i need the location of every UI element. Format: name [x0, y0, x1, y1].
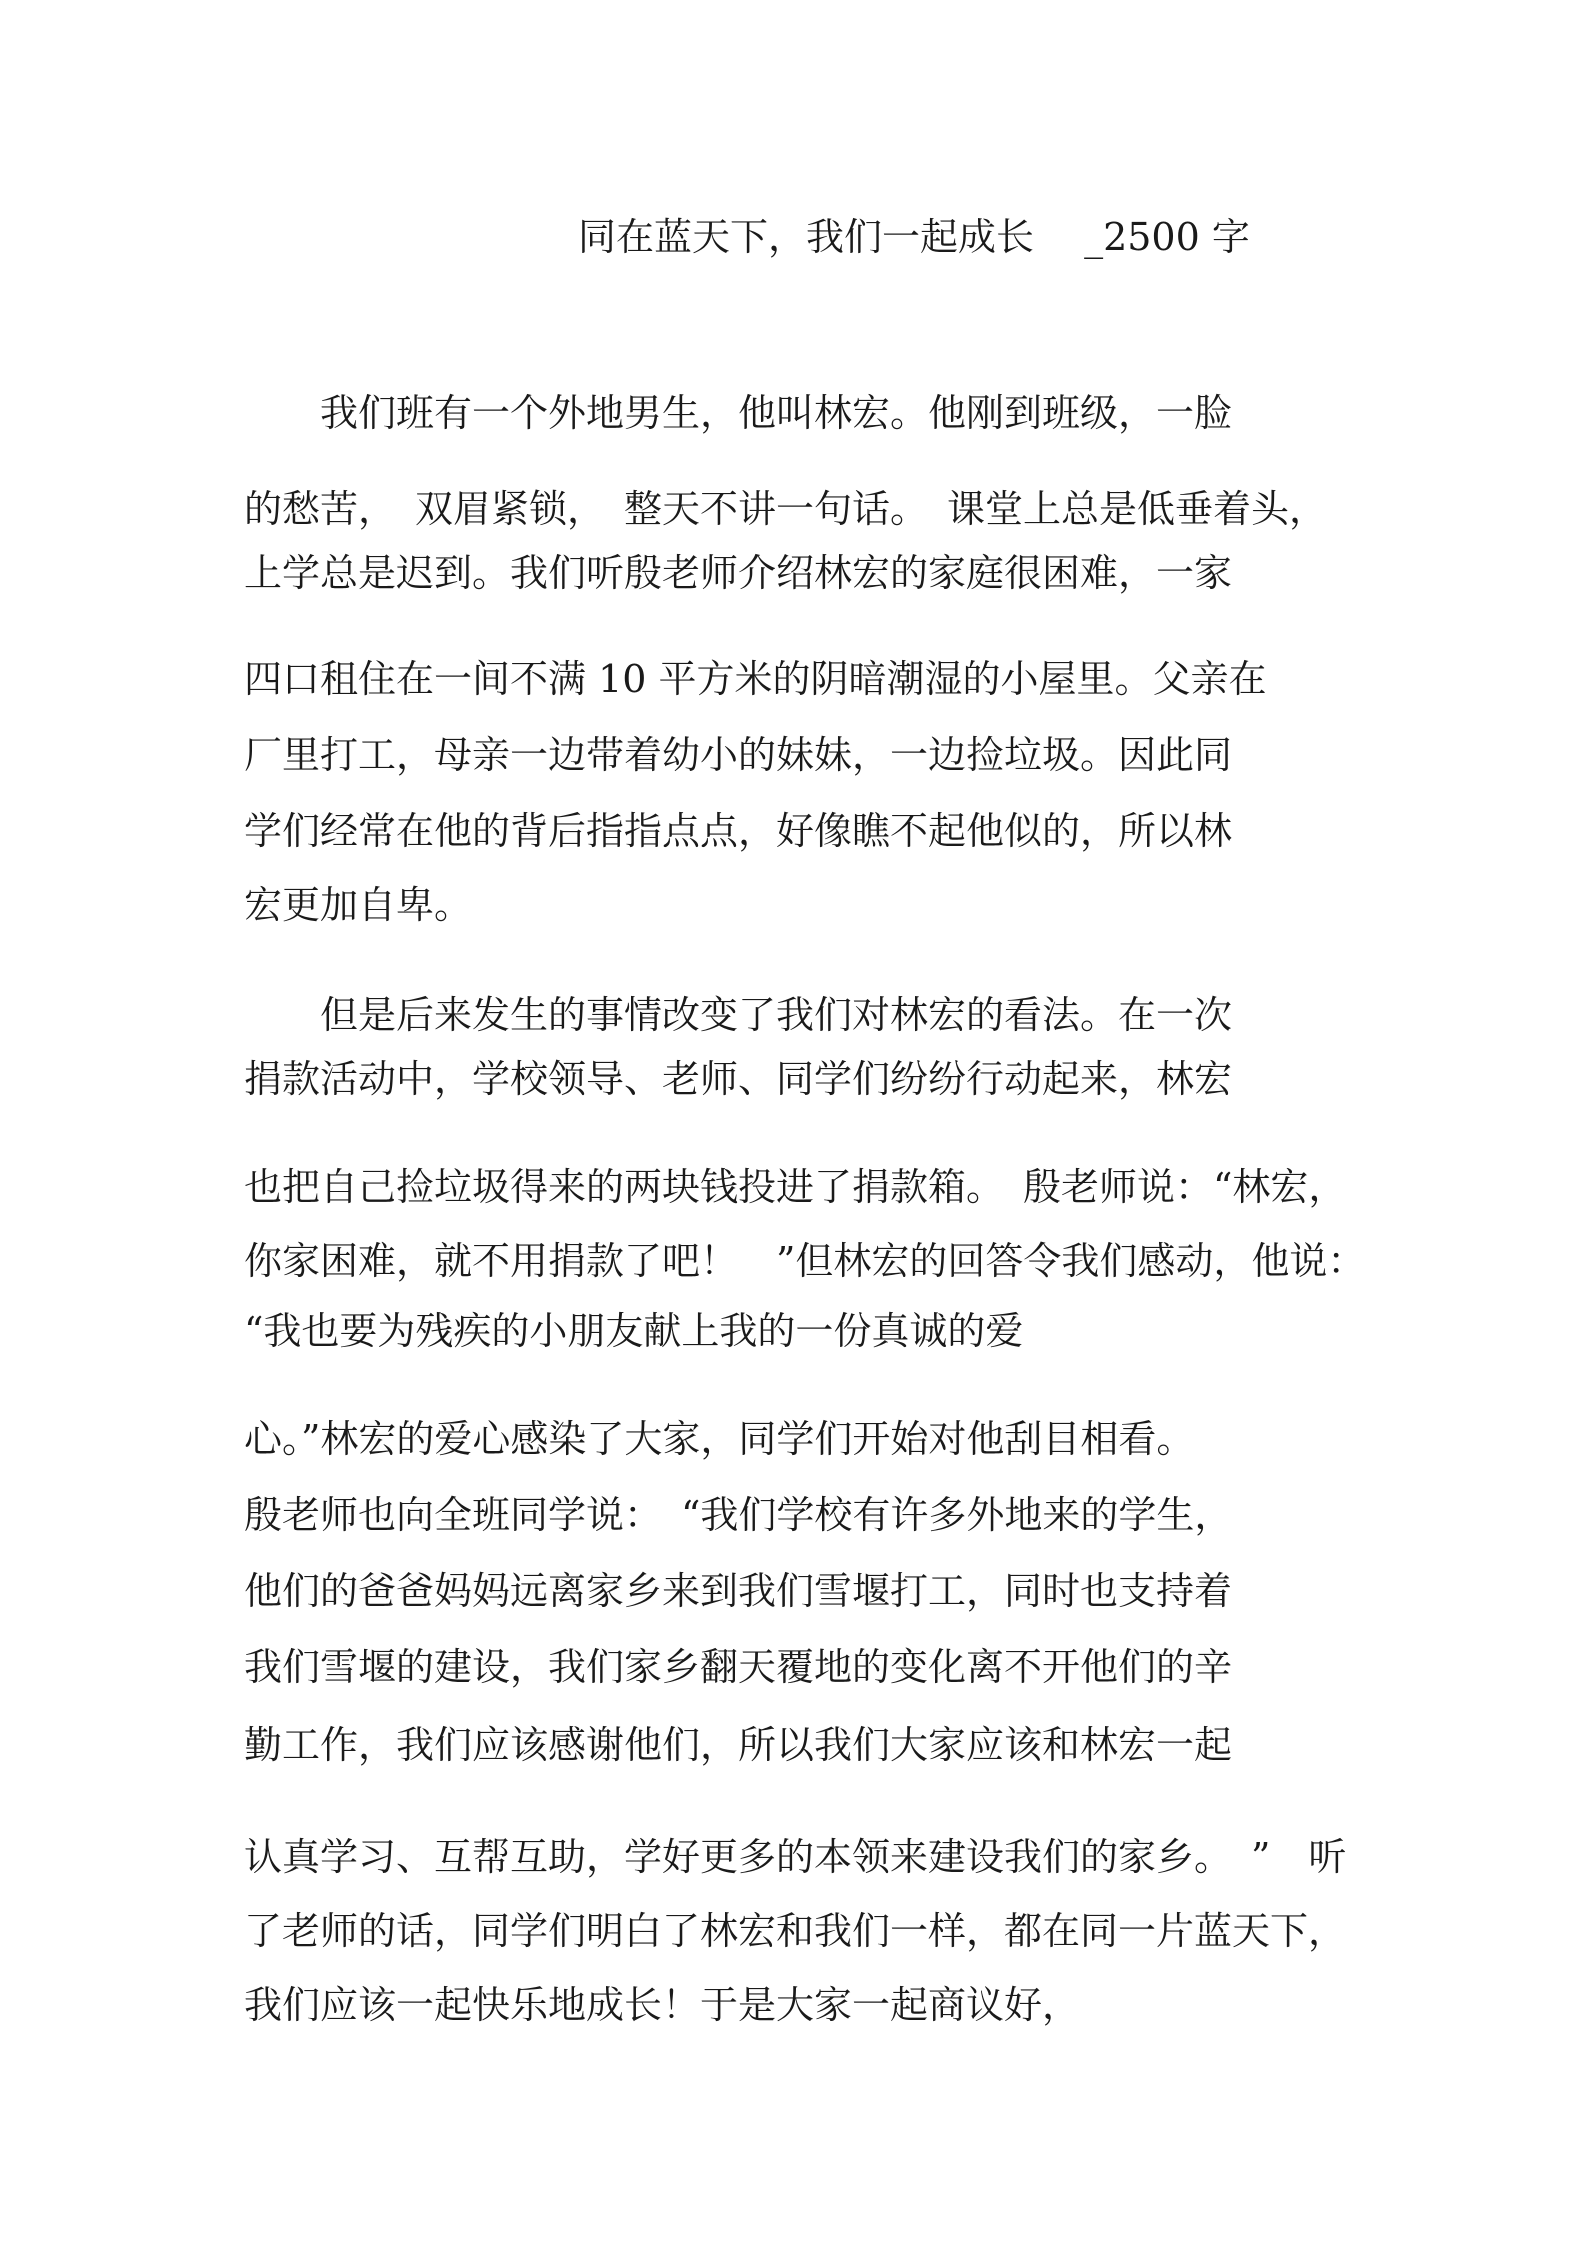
text-line: 四口租住在一间不满 10 平方米的阴暗潮湿的小屋里。父亲在: [244, 657, 1267, 701]
text-line: 学们经常在他的背后指指点点，好像瞧不起他似的，所以林: [244, 809, 1233, 853]
text-line: 宏更加自卑。: [244, 883, 473, 927]
text-line: 殷老师也向全班同学说： “我们学校有许多外地来的学生，: [244, 1493, 1233, 1537]
text-line: 也把自己捡垃圾得来的两块钱投进了捐款箱。 殷老师说：“林宏，: [244, 1165, 1347, 1209]
text-line: 认真学习、互帮互助，学好更多的本领来建设我们的家乡。 ” 听: [244, 1835, 1347, 1879]
text-line: 但是后来发生的事情改变了我们对林宏的看法。在一次: [244, 993, 1233, 1037]
text-line: 他们的爸爸妈妈远离家乡来到我们雪堰打工，同时也支持着: [244, 1569, 1233, 1613]
text-line: 你家困难，就不用捐款了吧！ ”但林宏的回答令我们感动，他说：: [244, 1239, 1366, 1283]
text-line: 上学总是迟到。我们听殷老师介绍林宏的家庭很困难，一家: [244, 551, 1233, 595]
text-line: 了老师的话，同学们明白了林宏和我们一样，都在同一片蓝天下，: [244, 1909, 1347, 1953]
text-line: 勤工作，我们应该感谢他们，所以我们大家应该和林宏一起: [244, 1723, 1233, 1767]
text-line: “我也要为残疾的小朋友献上我的一份真诚的爱: [244, 1309, 1024, 1353]
text-line: 厂里打工，母亲一边带着幼小的妹妹，一边捡垃圾。因此同: [244, 733, 1233, 777]
text-line: 我们应该一起快乐地成长！于是大家一起商议好，: [244, 1983, 1081, 2027]
text-line: 捐款活动中，学校领导、老师、同学们纷纷行动起来，林宏: [244, 1057, 1233, 1101]
text-line: 我们雪堰的建设，我们家乡翻天覆地的变化离不开他们的辛: [244, 1645, 1233, 1689]
text-line: 心。”林宏的爱心感染了大家，同学们开始对他刮目相看。: [244, 1417, 1195, 1461]
text-line: 的愁苦， 双眉紧锁， 整天不讲一句话。 课堂上总是低垂着头，: [244, 487, 1328, 531]
document-title: 同在蓝天下，我们一起成长 _2500 字: [578, 215, 1250, 259]
text-line: 我们班有一个外地男生，他叫林宏。他刚到班级，一脸: [244, 391, 1233, 435]
